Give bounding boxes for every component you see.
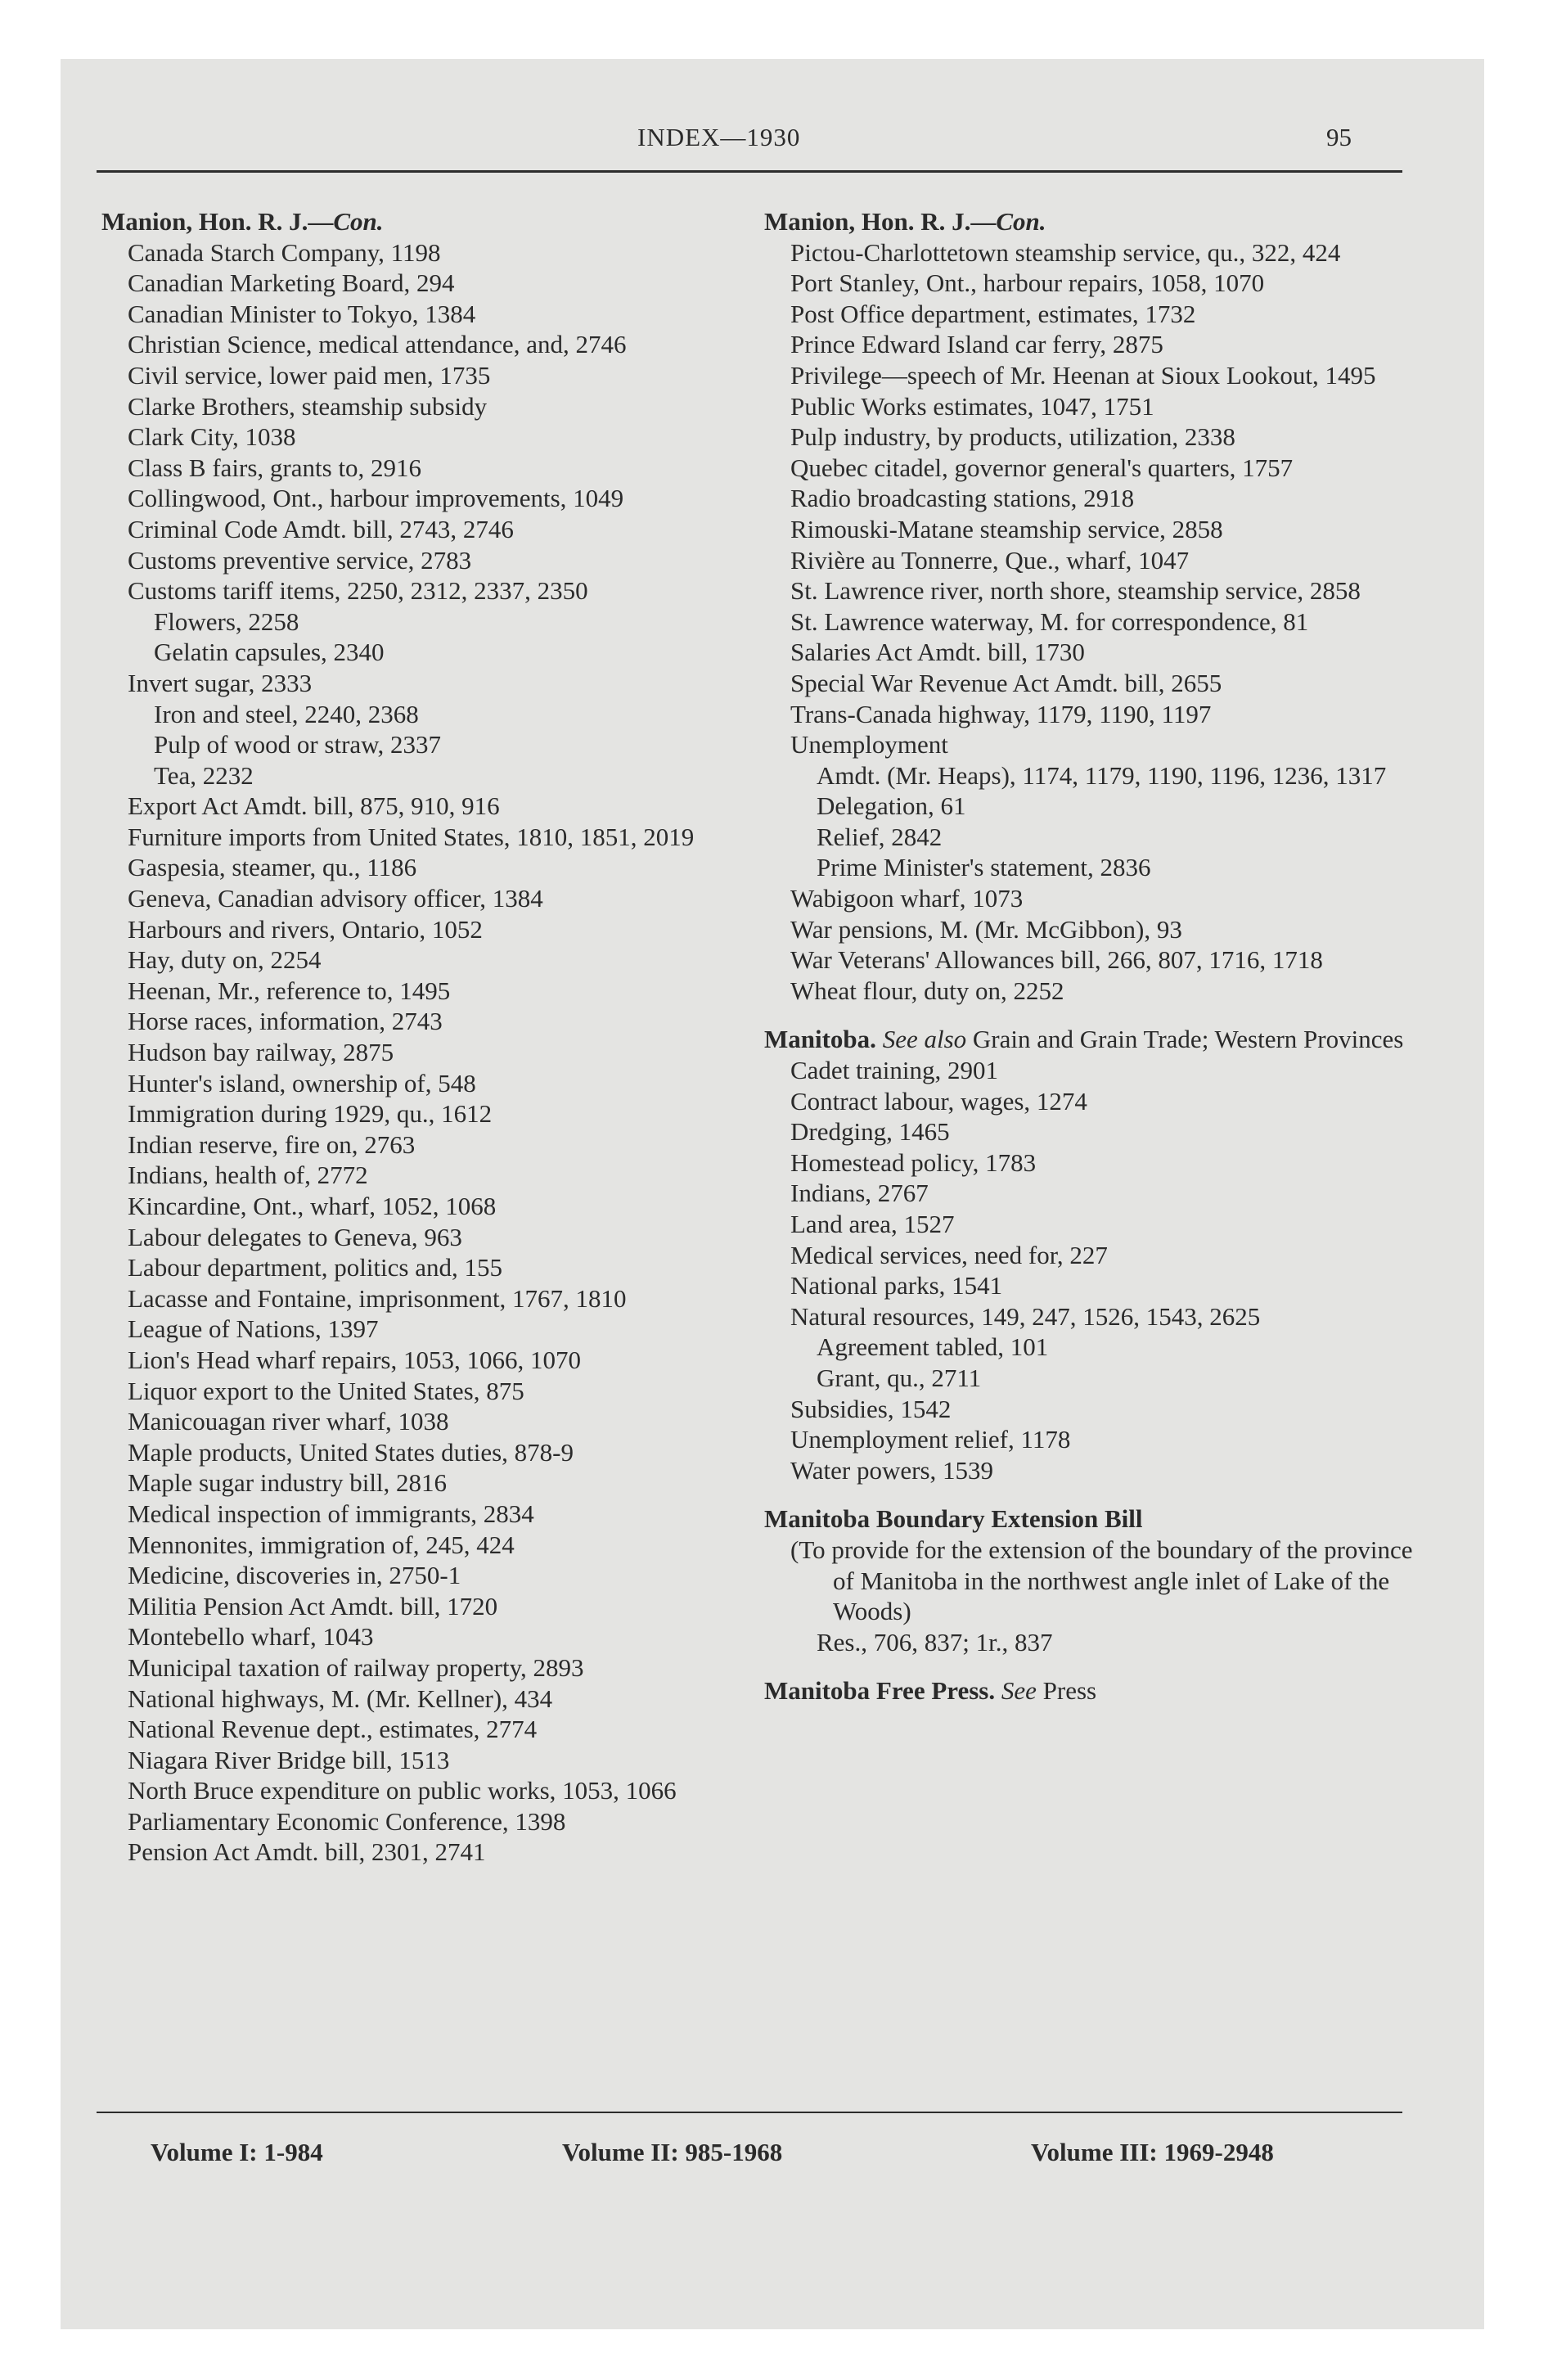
see-also-text: Grain and Grain Trade; Western Provinces bbox=[972, 1025, 1404, 1054]
index-entry: Wabigoon wharf, 1073 bbox=[790, 884, 1024, 913]
index-entry: St. Lawrence river, north shore, steamship service, 2858 bbox=[790, 576, 1361, 606]
index-entry: League of Nations, 1397 bbox=[128, 1314, 379, 1344]
index-entry: Canada Starch Company, 1198 bbox=[128, 237, 441, 267]
index-entry: Public Works estimates, 1047, 1751 bbox=[790, 391, 1154, 421]
index-entry: Criminal Code Amdt. bill, 2743, 2746 bbox=[128, 514, 514, 543]
index-entry: Cadet training, 2901 bbox=[790, 1056, 998, 1085]
index-entry: Port Stanley, Ont., harbour repairs, 1058, 1070 bbox=[790, 268, 1265, 298]
index-entry: Hay, duty on, 2254 bbox=[128, 945, 322, 975]
index-entry: St. Lawrence waterway, M. for correspondence, 81 bbox=[790, 606, 1309, 636]
header-rule bbox=[97, 170, 1402, 173]
index-entry: Quebec citadel, governor general's quarters, 1757 bbox=[790, 453, 1294, 482]
index-entry: War pensions, M. (Mr. McGibbon), 93 bbox=[790, 914, 1182, 944]
spacer bbox=[764, 1657, 1419, 1675]
see-also-label: See also bbox=[882, 1025, 967, 1054]
index-entry: Unemployment bbox=[790, 730, 948, 760]
index-entry: War Veterans' Allowances bill, 266, 807, 1716, 1718 bbox=[790, 945, 1323, 975]
index-entry: Post Office department, estimates, 1732 bbox=[790, 299, 1196, 328]
boundary-description: (To provide for the extension of the boundary of the province of Manitoba in the northwest angle inlet of Lake of the Woods) bbox=[790, 1535, 1413, 1626]
index-entry: Medical inspection of immigrants, 2834 bbox=[128, 1499, 534, 1528]
index-entry: Prince Edward Island car ferry, 2875 bbox=[790, 330, 1163, 359]
index-entry: Canadian Minister to Tokyo, 1384 bbox=[128, 299, 476, 328]
free-press-title: Manitoba Free Press. bbox=[764, 1676, 996, 1706]
index-subentry: Gelatin capsules, 2340 bbox=[154, 638, 385, 667]
index-entry: Harbours and rivers, Ontario, 1052 bbox=[128, 914, 483, 944]
index-entry: Lacasse and Fontaine, imprisonment, 1767, 1810 bbox=[128, 1283, 627, 1313]
index-entry: Mennonites, immigration of, 245, 424 bbox=[128, 1530, 515, 1559]
index-entry: Radio broadcasting stations, 2918 bbox=[790, 484, 1135, 513]
index-heading bbox=[764, 206, 1419, 237]
index-entry: Pension Act Amdt. bill, 2301, 2741 bbox=[128, 1837, 486, 1867]
index-entry: Manicouagan river wharf, 1038 bbox=[128, 1407, 449, 1436]
index-entry: Indian reserve, fire on, 2763 bbox=[128, 1129, 416, 1159]
index-subentry: Agreement tabled, 101 bbox=[817, 1332, 1049, 1362]
index-entry: Parliamentary Economic Conference, 1398 bbox=[128, 1806, 566, 1836]
heading-name: Manion, Hon. R. J.— bbox=[101, 207, 334, 236]
index-entry: Medicine, discoveries in, 2750-1 bbox=[128, 1561, 461, 1590]
index-entry: Militia Pension Act Amdt. bill, 1720 bbox=[128, 1591, 498, 1620]
heading-continued: Con. bbox=[333, 207, 384, 236]
index-entry: Contract labour, wages, 1274 bbox=[790, 1086, 1087, 1116]
index-entry: Clarke Brothers, steamship subsidy bbox=[128, 391, 488, 421]
volume-1-range: Volume I: 1-984 bbox=[151, 2138, 323, 2166]
index-subentry: Relief, 2842 bbox=[817, 822, 943, 851]
manitoba-title: Manitoba. bbox=[764, 1025, 876, 1054]
spacer bbox=[764, 1485, 1419, 1503]
heading-name: Manion, Hon. R. J.— bbox=[764, 207, 997, 236]
index-entry: Homestead policy, 1783 bbox=[790, 1147, 1037, 1177]
index-heading bbox=[101, 206, 748, 237]
index-entry: Export Act Amdt. bill, 875, 910, 916 bbox=[128, 791, 500, 821]
index-entry: Water powers, 1539 bbox=[790, 1455, 994, 1485]
page-header bbox=[61, 59, 1484, 182]
index-entry: Clark City, 1038 bbox=[128, 422, 296, 452]
index-entry: Liquor export to the United States, 875 bbox=[128, 1376, 524, 1405]
index-page bbox=[61, 59, 1484, 2329]
boundary-readings: Res., 706, 837; 1r., 837 bbox=[817, 1627, 1053, 1657]
manitoba-entries-list bbox=[764, 1055, 1419, 1485]
index-entry: Montebello wharf, 1043 bbox=[128, 1622, 374, 1652]
boundary-heading: Manitoba Boundary Extension Bill bbox=[764, 1504, 1143, 1534]
index-subentry: Iron and steel, 2240, 2368 bbox=[154, 699, 419, 728]
index-entry: National Revenue dept., estimates, 2774 bbox=[128, 1715, 538, 1744]
index-subentry: Grant, qu., 2711 bbox=[817, 1363, 982, 1392]
index-entry: Rimouski-Matane steamship service, 2858 bbox=[790, 514, 1223, 543]
index-entry: Medical services, need for, 227 bbox=[790, 1240, 1108, 1269]
index-subentry: Tea, 2232 bbox=[154, 760, 254, 790]
index-entry: Gaspesia, steamer, qu., 1186 bbox=[128, 853, 417, 882]
index-entry: Kincardine, Ont., wharf, 1052, 1068 bbox=[128, 1192, 497, 1220]
index-subentry: Flowers, 2258 bbox=[154, 606, 299, 636]
index-entry: Customs tariff items, 2250, 2312, 2337, 2350 bbox=[128, 576, 588, 606]
index-entry: Pulp industry, by products, utilization, 2338 bbox=[790, 422, 1235, 452]
index-entry: Lion's Head wharf repairs, 1053, 1066, 1070 bbox=[128, 1345, 581, 1374]
index-entry: North Bruce expenditure on public works, 1053, 1066 bbox=[128, 1776, 677, 1805]
index-entry: Horse races, information, 2743 bbox=[128, 1007, 443, 1036]
index-entry: Salaries Act Amdt. bill, 1730 bbox=[790, 638, 1085, 667]
index-entry: Canadian Marketing Board, 294 bbox=[128, 268, 455, 298]
left-column bbox=[101, 206, 748, 1868]
index-entry: Wheat flour, duty on, 2252 bbox=[790, 976, 1064, 1005]
right-entries-list bbox=[764, 237, 1419, 1007]
index-entry: Privilege—speech of Mr. Heenan at Sioux Lookout, 1495 bbox=[790, 360, 1376, 390]
index-subentry: Amdt. (Mr. Heaps), 1174, 1179, 1190, 1196, 1236, 1317 bbox=[817, 760, 1387, 790]
index-entry: Land area, 1527 bbox=[790, 1210, 955, 1238]
index-entry: Trans-Canada highway, 1179, 1190, 1197 bbox=[790, 699, 1212, 728]
index-entry: Civil service, lower paid men, 1735 bbox=[128, 360, 491, 390]
see-label: See bbox=[1001, 1676, 1037, 1706]
index-entry: Maple products, United States duties, 878-9 bbox=[128, 1437, 574, 1467]
index-subentry: Prime Minister's statement, 2836 bbox=[817, 853, 1151, 882]
right-column bbox=[764, 206, 1419, 1706]
index-entry: Class B fairs, grants to, 2916 bbox=[128, 453, 422, 482]
index-entry: Niagara River Bridge bill, 1513 bbox=[128, 1745, 450, 1774]
free-press-heading bbox=[764, 1675, 1419, 1706]
index-entry: Special War Revenue Act Amdt. bill, 2655 bbox=[790, 668, 1222, 697]
index-entry: Municipal taxation of railway property, 2893 bbox=[128, 1652, 584, 1682]
index-entry: Labour delegates to Geneva, 963 bbox=[128, 1222, 462, 1251]
index-entry: Invert sugar, 2333 bbox=[128, 668, 313, 697]
index-entry: Collingwood, Ont., harbour improvements, 1049 bbox=[128, 484, 624, 513]
index-entry: Hunter's island, ownership of, 548 bbox=[128, 1068, 476, 1098]
index-entry: Rivière au Tonnerre, Que., wharf, 1047 bbox=[790, 545, 1190, 575]
footer-rule bbox=[97, 2112, 1402, 2113]
index-subentry: Delegation, 61 bbox=[817, 791, 966, 821]
index-entry: Furniture imports from United States, 1810, 1851, 2019 bbox=[128, 822, 695, 851]
index-entry: Christian Science, medical attendance, and, 2746 bbox=[128, 330, 627, 359]
index-entry: Heenan, Mr., reference to, 1495 bbox=[128, 976, 451, 1005]
volume-3-range: Volume III: 1969-2948 bbox=[1031, 2138, 1274, 2166]
index-entry: Indians, 2767 bbox=[790, 1179, 929, 1208]
spacer bbox=[764, 1006, 1419, 1024]
volume-2-range: Volume II: 985-1968 bbox=[562, 2138, 783, 2166]
page-number: 95 bbox=[1326, 123, 1352, 151]
page-title: INDEX—1930 bbox=[637, 123, 801, 151]
index-entry: Indians, health of, 2772 bbox=[128, 1161, 368, 1190]
manitoba-heading bbox=[764, 1024, 1419, 1055]
index-entry: Geneva, Canadian advisory officer, 1384 bbox=[128, 884, 543, 913]
index-subentry: Pulp of wood or straw, 2337 bbox=[154, 730, 442, 760]
heading-continued: Con. bbox=[996, 207, 1046, 236]
index-entry: Immigration during 1929, qu., 1612 bbox=[128, 1099, 493, 1129]
index-entry: Dredging, 1465 bbox=[790, 1117, 950, 1147]
index-entry: National highways, M. (Mr. Kellner), 434 bbox=[128, 1684, 553, 1713]
index-entry: Pictou-Charlottetown steamship service, qu., 322, 424 bbox=[790, 237, 1341, 267]
index-entry: National parks, 1541 bbox=[790, 1271, 1003, 1300]
index-entry: Maple sugar industry bill, 2816 bbox=[128, 1468, 448, 1498]
index-entry: Unemployment relief, 1178 bbox=[790, 1425, 1071, 1454]
left-entries-list bbox=[101, 237, 748, 1868]
index-entry: Labour department, politics and, 155 bbox=[128, 1253, 502, 1282]
index-entry: Subsidies, 1542 bbox=[790, 1394, 952, 1423]
see-text: Press bbox=[1042, 1676, 1097, 1706]
index-entry: Customs preventive service, 2783 bbox=[128, 545, 472, 575]
index-entry: Natural resources, 149, 247, 1526, 1543, 2625 bbox=[790, 1301, 1261, 1331]
index-entry: Hudson bay railway, 2875 bbox=[128, 1038, 394, 1067]
